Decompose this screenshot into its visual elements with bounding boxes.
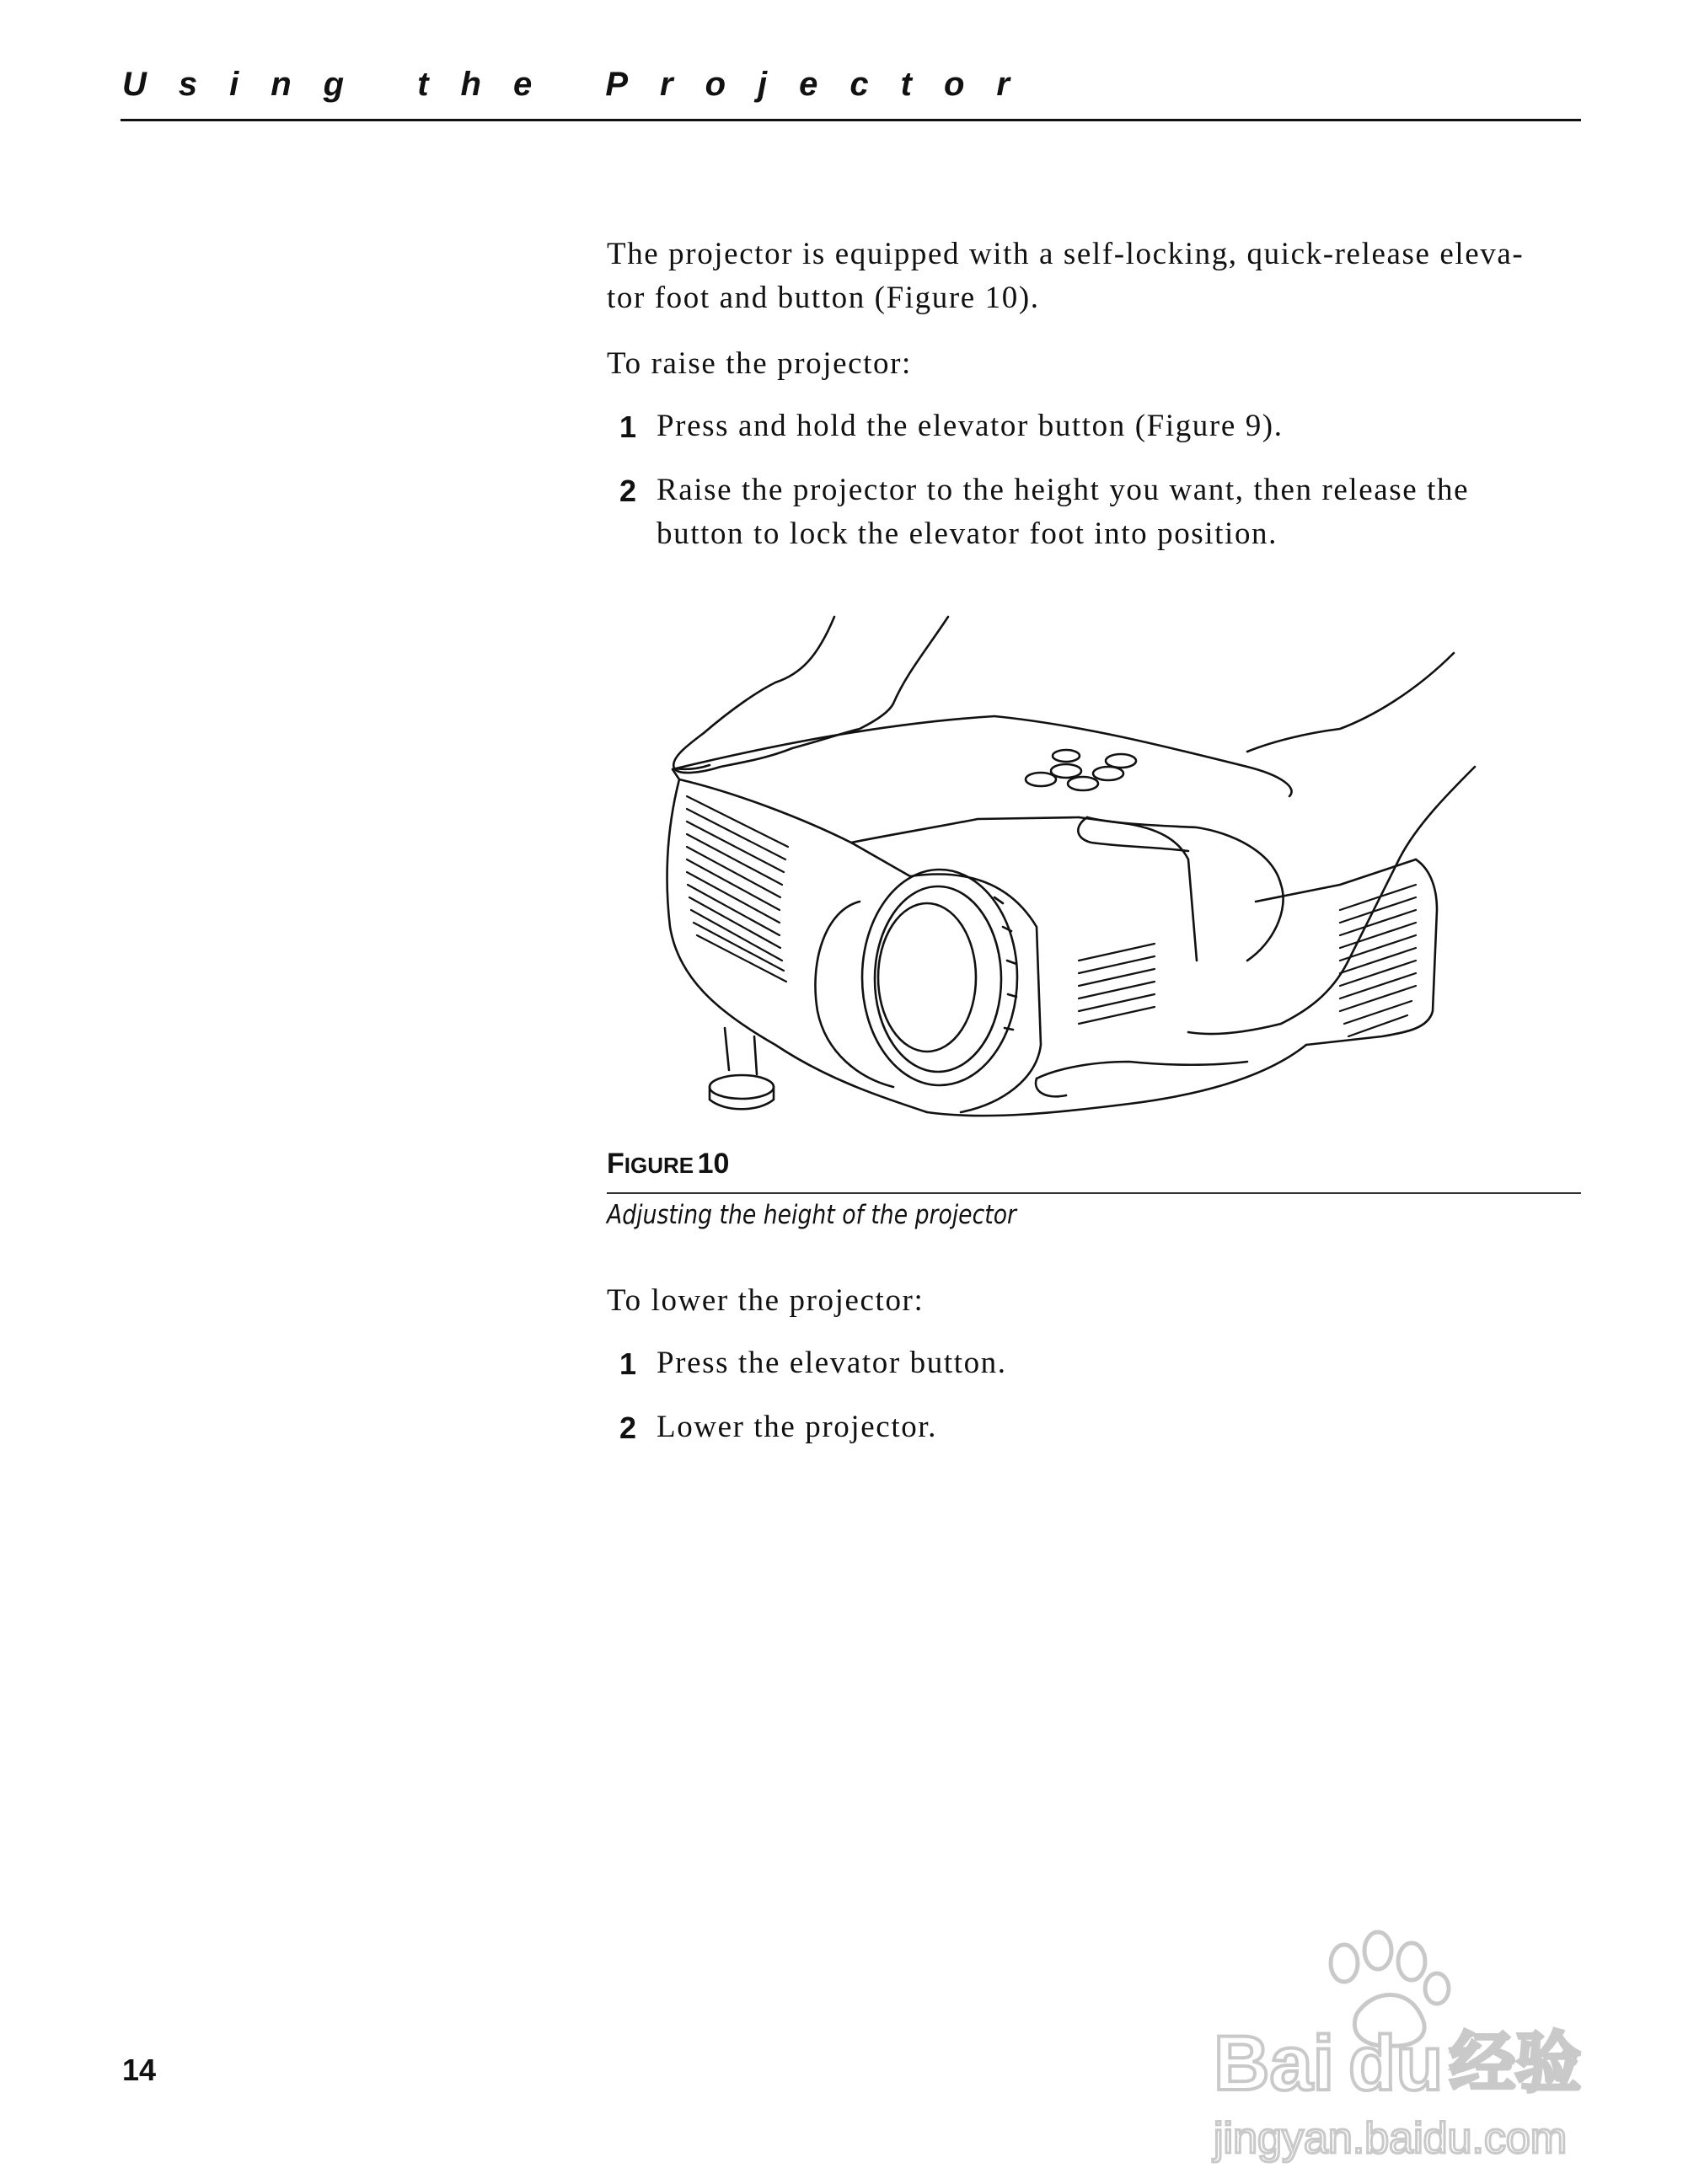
watermark-url: jingyan.baidu.com — [1214, 2114, 1568, 2163]
lower-step-2-text: Lower the projector. — [657, 1410, 938, 1444]
figure-label-rest: IGURE — [624, 1153, 694, 1178]
running-header: Using the Projector — [122, 66, 1042, 103]
right-hand-bottom — [1037, 1062, 1247, 1079]
raise-step-1-text: Press and hold the elevator button (Figure 9). — [657, 409, 1284, 443]
lower-step-1-number: 1 — [619, 1346, 637, 1381]
figure-label-initial: F — [607, 1148, 624, 1180]
projector-illustration — [607, 607, 1584, 1146]
lower-step-2-number: 2 — [619, 1410, 637, 1445]
lens-glass — [878, 903, 976, 1052]
intro-paragraph — [607, 233, 1584, 320]
figure-number: 10 — [697, 1148, 730, 1180]
figure-rule — [607, 1192, 1581, 1194]
lower-heading: To lower the projector: — [607, 1283, 925, 1318]
watermark-bai: Bai — [1214, 2021, 1335, 2106]
page-number: 14 — [122, 2053, 157, 2087]
left-arm-inner — [893, 617, 948, 704]
right-hand-top — [1087, 817, 1284, 961]
baidu-watermark-logo — [1197, 1921, 1601, 2174]
header-rule — [121, 119, 1581, 121]
right-arm-outline — [1247, 653, 1454, 752]
raise-step-2-text — [657, 468, 1584, 556]
side-vent-right — [1079, 944, 1155, 1024]
figure-caption: Adjusting the height of the projector — [607, 1200, 1016, 1230]
intro-line-1: The projector is equipped with a self-locking, quick-release eleva- — [607, 237, 1525, 271]
raise-step-2-line-1: Raise the projector to the height you want, then release the — [657, 473, 1470, 507]
lower-step-1-text: Press the elevator button. — [657, 1346, 1007, 1380]
figure-label — [607, 1148, 729, 1180]
elevator-foot — [725, 1028, 729, 1070]
raise-step-2-line-2: button to lock the elevator foot into position. — [657, 517, 1278, 551]
front-vent — [687, 796, 788, 982]
projector-front — [667, 779, 927, 1112]
rear-vent — [1340, 885, 1416, 1036]
raise-step-1-number: 1 — [619, 410, 637, 444]
watermark-du: du — [1348, 2021, 1444, 2106]
intro-line-2: tor foot and button (Figure 10). — [607, 281, 1040, 315]
left-arm-outline — [704, 617, 834, 733]
lens-ring-outer — [862, 870, 1017, 1085]
raise-heading: To raise the projector: — [607, 346, 912, 381]
watermark-jingyan: 经验 — [1450, 2026, 1582, 2101]
raise-step-2-number: 2 — [619, 474, 637, 508]
